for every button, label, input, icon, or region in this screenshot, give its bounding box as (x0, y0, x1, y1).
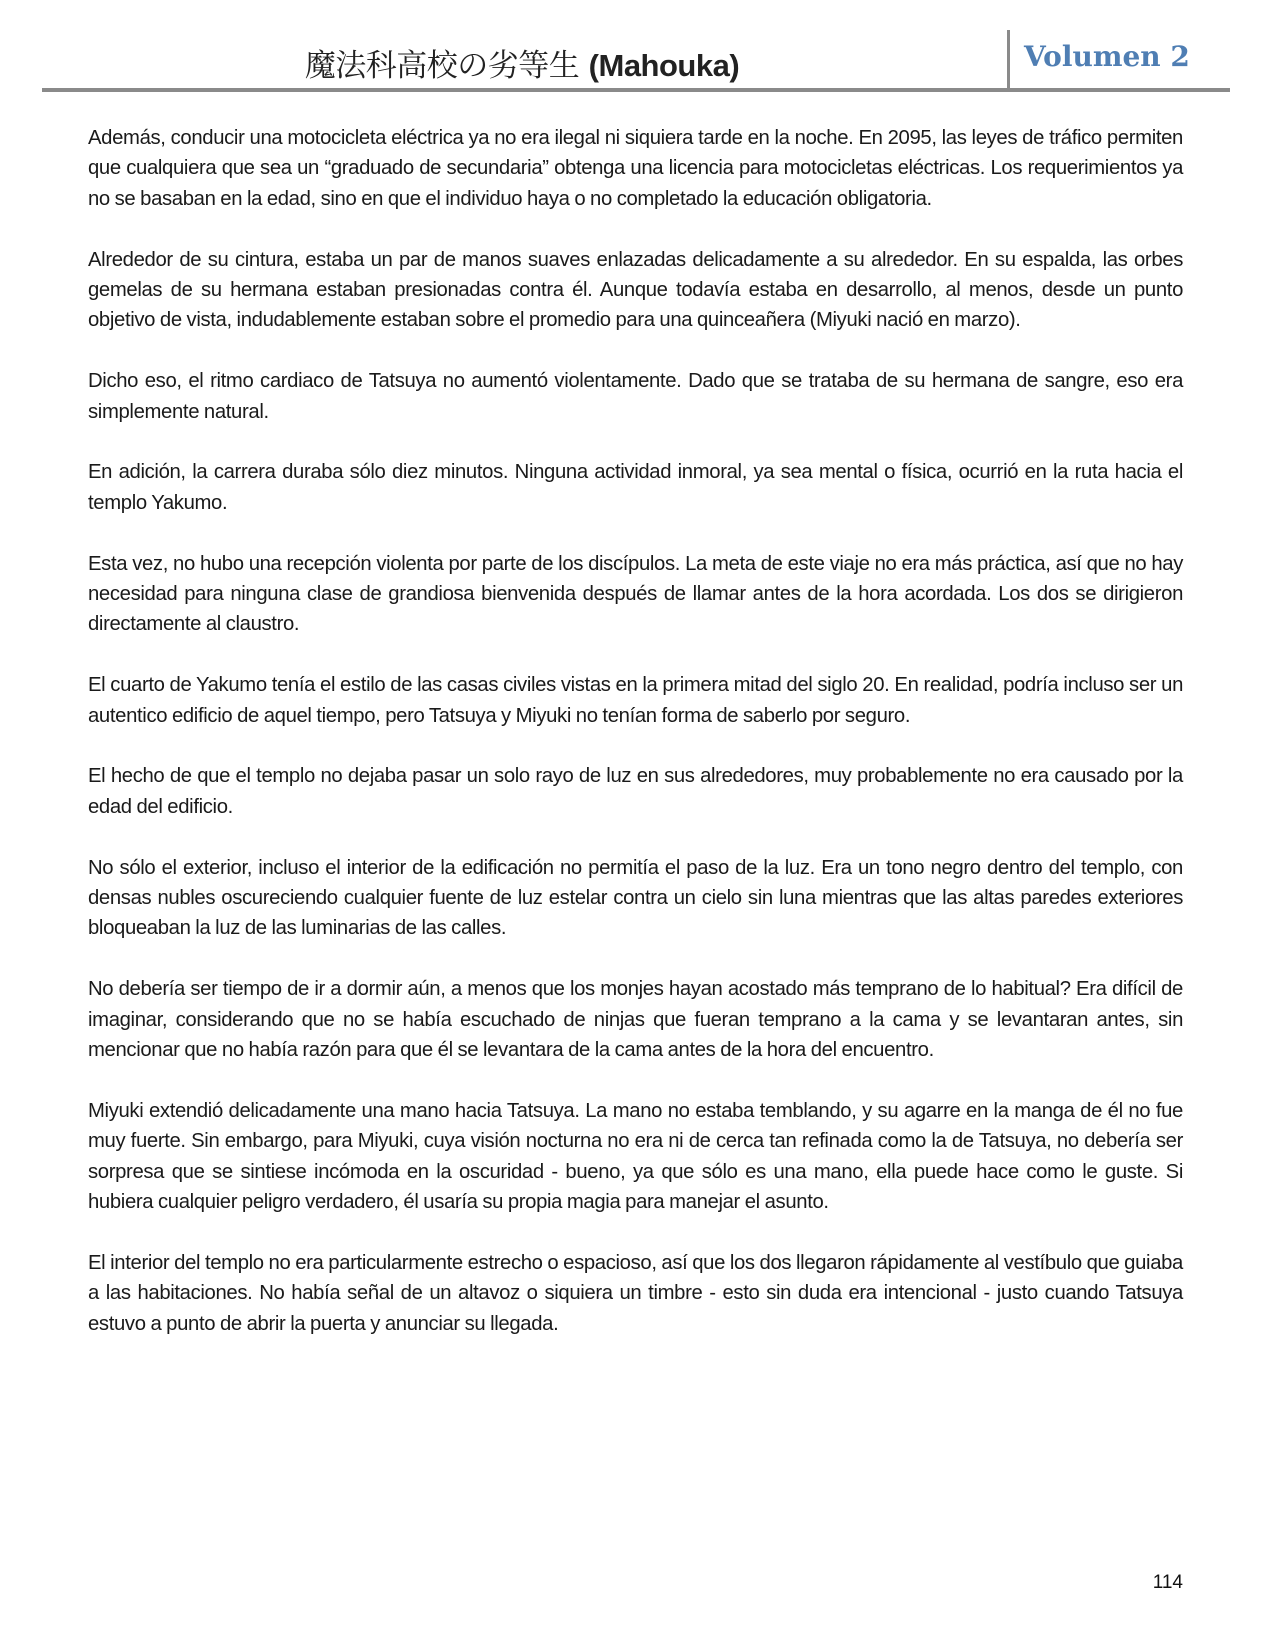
paragraph: No sólo el exterior, incluso el interior de la edificación no permitía el paso de la luz. Era un tono negro dentro del templo, con densas nubles oscureciendo cualquier fuente de luz estelar contra un cielo sin luna mientras que las altas paredes exteriores bloqueaban la luz de las luminarias de las calles. (88, 856, 1183, 940)
paragraph: Además, conducir una motocicleta eléctrica ya no era ilegal ni siquiera tarde en la noche. En 2095, las leyes de tráfico permiten que cualquiera que sea un “graduado de secundaria” obtenga una licencia para motocicletas eléctricas. Los requerimientos ya no se basaban en la edad, sino en que el individuo haya o no completado la educación obligatoria. (88, 127, 1183, 210)
paragraph: El hecho de que el templo no dejaba pasar un solo rayo de luz en sus alrededores, muy probablemente no era causado por la edad del edificio. (88, 765, 1183, 818)
paragraph: Dicho eso, el ritmo cardiaco de Tatsuya no aumentó violentamente. Dado que se trataba de su hermana de sangre, eso era simplemente natural. (88, 370, 1183, 423)
body-text (88, 123, 1183, 1369)
paragraph: Esta vez, no hubo una recepción violenta por parte de los discípulos. La meta de este viaje no era más práctica, así que no hay necesidad para ninguna clase de grandiosa bienvenida después de llamar antes de la hora acordada. Los dos se dirigieron directamente al claustro. (88, 552, 1183, 636)
paragraph: El cuarto de Yakumo tenía el estilo de las casas civiles vistas en la primera mitad del siglo 20. En realidad, podría incluso ser un autentico edificio de aquel tiempo, pero Tatsuya y Miyuki no tenían forma de saberlo por seguro. (88, 674, 1183, 727)
page-number: 114 (1152, 1572, 1183, 1593)
book-title (42, 40, 1002, 85)
paragraph: En adición, la carrera duraba sólo diez minutos. Ninguna actividad inmoral, ya sea mental o física, ocurrió en la ruta hacia el templo Yakumo. (88, 461, 1183, 514)
book-title-latin: (Mahouka) (588, 48, 740, 83)
page-header (42, 26, 1230, 92)
paragraph: No debería ser tiempo de ir a dormir aún, a menos que los monjes hayan acostado más temprano de lo habitual? Era difícil de imaginar, considerando que no se había escuchado de ninjas que fueran temprano a la cama y se levantaran antes, sin mencionar que no había razón para que él se levantara de la cama antes de la hora del encuentro. (88, 978, 1183, 1062)
volume-label: Volumen 2 (1024, 40, 1190, 73)
paragraph: El interior del templo no era particularmente estrecho o espacioso, así que los dos llegaron rápidamente al vestíbulo que guiaba a las habitaciones. No había señal de un altavoz o siquiera un timbre - esto sin duda era intencional - justo cuando Tatsuya estuvo a punto de abrir la puerta y anunciar su llegada. (88, 1251, 1183, 1335)
header-rule (42, 88, 1230, 92)
paragraph: Alrededor de su cintura, estaba un par de manos suaves enlazadas delicadamente a su alrededor. En su espalda, las orbes gemelas de su hermana estaban presionadas contra él. Aunque todavía estaba en desarrollo, al menos, desde un punto objetivo de vista, indudablemente estaban sobre el promedio para una quinceañera (Miyuki nació en marzo). (88, 248, 1183, 332)
paragraph: Miyuki extendió delicadamente una mano hacia Tatsuya. La mano no estaba temblando, y su agarre en la manga de él no fue muy fuerte. Sin embargo, para Miyuki, cuya visión nocturna no era ni de cerca tan refinada como la de Tatsuya, no debería ser sorpresa que se sintiese incómoda en la oscuridad - bueno, ya que sólo es una mano, ella puede hace como le guste. Si hubiera cualquier peligro verdadero, él usaría su propia magia para manejar el asunto. (88, 1099, 1183, 1214)
book-title-japanese: 魔法科高校の劣等生 (304, 48, 580, 84)
header-vertical-divider (1007, 30, 1010, 90)
